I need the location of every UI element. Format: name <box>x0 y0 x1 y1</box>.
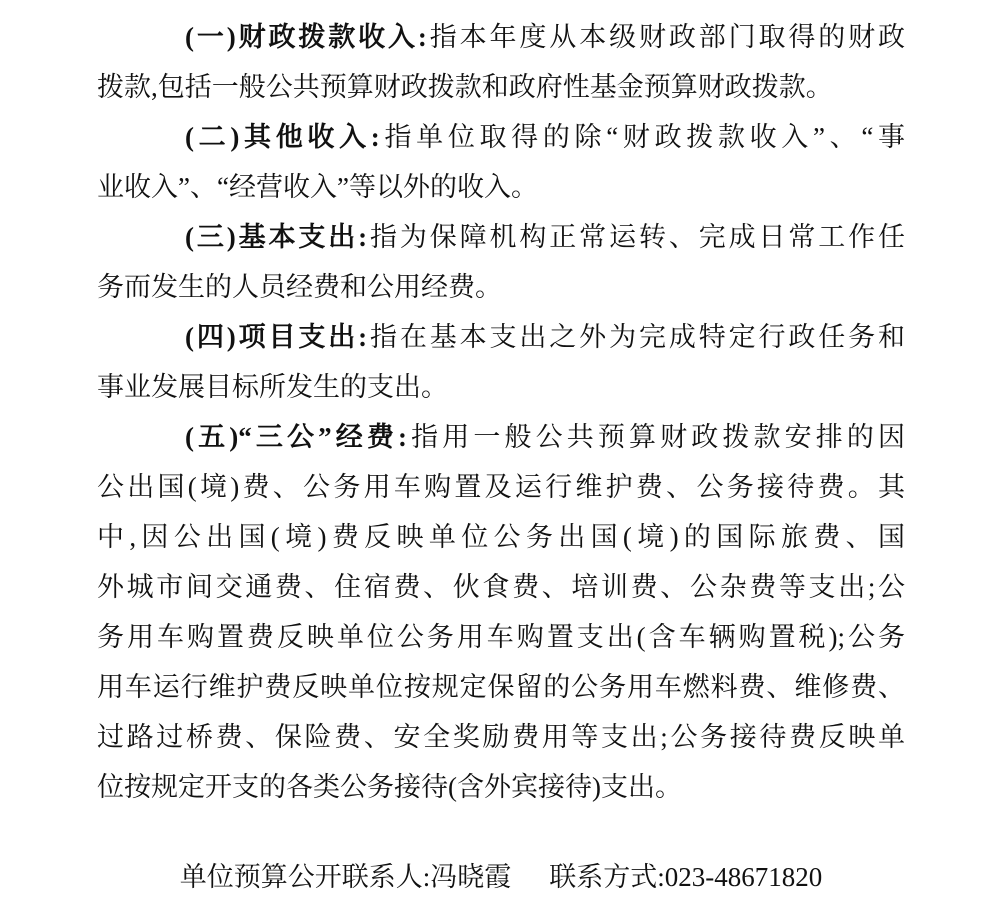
text-line: (二)其他收入:指单位取得的除“财政拨款收入”、“事 <box>185 122 906 152</box>
text-line: 用车运行维护费反映单位按规定保留的公务用车燃料费、维修费、 <box>97 672 905 702</box>
document-body <box>97 12 905 812</box>
text-line: 公出国(境)费、公务用车购置及运行维护费、公务接待费。其 <box>97 472 905 502</box>
text-line: 务用车购置费反映单位公务用车购置支出(含车辆购置税);公务 <box>97 622 905 652</box>
line-heading-bold: (五)“三公”经费: <box>185 422 407 452</box>
text-line: (三)基本支出:指为保障机构正常运转、完成日常工作任 <box>185 222 905 252</box>
text-line: (四)项目支出:指在基本支出之外为完成特定行政任务和 <box>185 322 905 352</box>
contact-label: 单位预算公开联系人: <box>179 862 431 892</box>
text-line: 事业发展目标所发生的支出。 <box>97 372 448 402</box>
text-line: 业收入”、“经营收入”等以外的收入。 <box>97 172 538 202</box>
text-line: 务而发生的人员经费和公用经费。 <box>97 272 502 302</box>
line-heading-bold: (二)其他收入: <box>185 122 380 152</box>
line-heading-bold: (四)项目支出: <box>185 322 368 352</box>
text-line: 中,因公出国(境)费反映单位公务出国(境)的国际旅费、国 <box>97 522 905 552</box>
contact-name: 冯晓霞 <box>430 862 512 892</box>
line-heading-bold: (一)财政拨款收入: <box>185 22 427 52</box>
text-line: (五)“三公”经费:指用一般公共预算财政拨款安排的因 <box>185 422 905 452</box>
text-line: 拨款,包括一般公共预算财政拨款和政府性基金预算财政拨款。 <box>97 72 833 102</box>
text-line: 过路过桥费、保险费、安全奖励费用等支出;公务接待费反映单 <box>97 722 905 752</box>
text-line: (一)财政拨款收入:指本年度从本级财政部门取得的财政 <box>185 22 905 52</box>
contact-line <box>97 852 905 902</box>
text-line: 位按规定开支的各类公务接待(含外宾接待)支出。 <box>97 772 682 802</box>
phone-number: 023-48671820 <box>664 862 823 892</box>
phone-label: 联系方式: <box>549 862 665 892</box>
line-heading-bold: (三)基本支出: <box>185 222 368 252</box>
text-line: 外城市间交通费、住宿费、伙食费、培训费、公杂费等支出;公 <box>97 572 905 602</box>
